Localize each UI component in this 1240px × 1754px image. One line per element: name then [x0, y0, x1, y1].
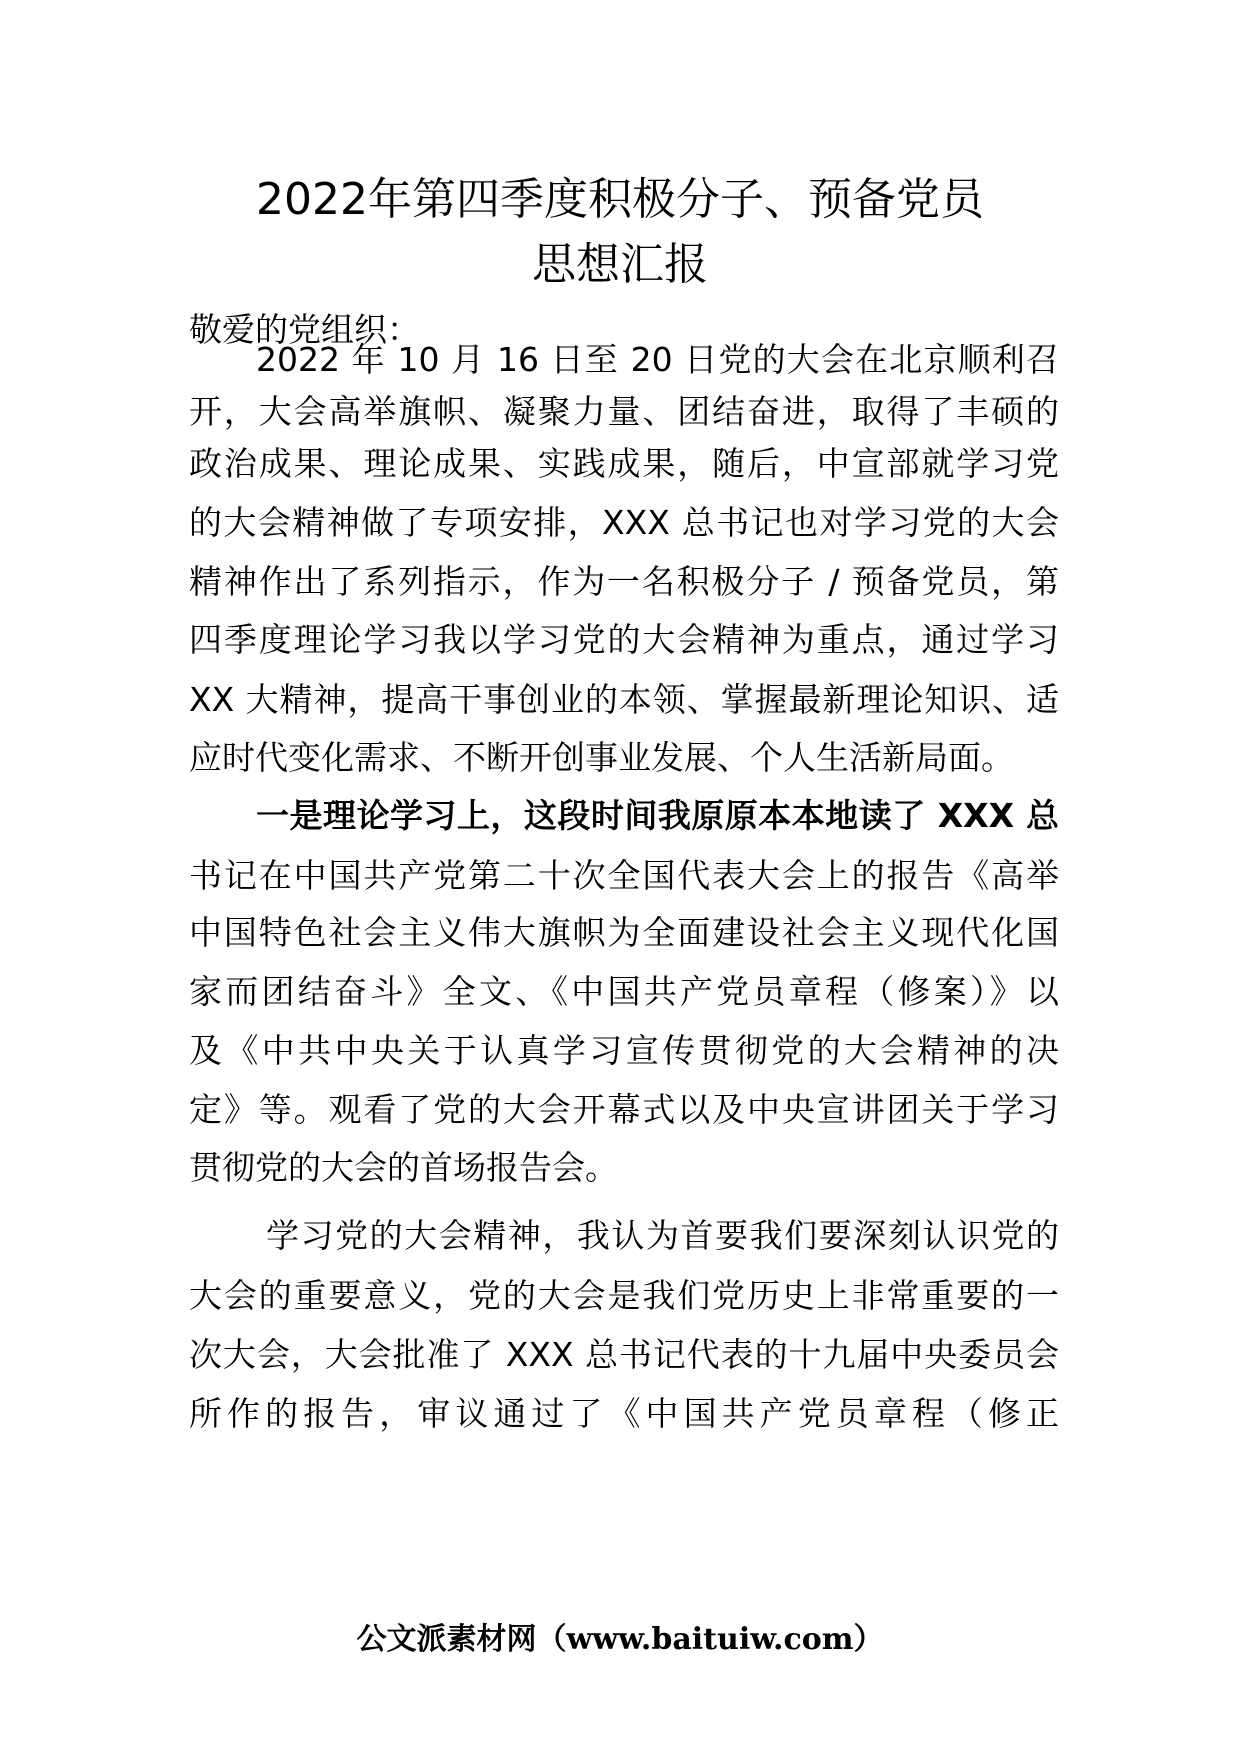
paragraph-line: 贯彻党的大会的首场报告会。: [189, 1148, 618, 1187]
paragraph-line: 及《中共中央关于认真学习宣传贯彻党的大会精神的决: [189, 1031, 1059, 1070]
paragraph-line: 四季度理论学习我以学习党的大会精神为重点，通过学习: [189, 620, 1059, 659]
paragraph-line: 精神作出了系列指示，作为一名积极分子 / 预备党员，第: [189, 562, 1059, 601]
paragraph-line: 书记在中国共产党第二十次全国代表大会上的报告《高举: [189, 856, 1059, 895]
paragraph-line: 一是理论学习上，这段时间我原原本本地读了 XXX 总: [256, 796, 1059, 835]
document-title-line2: 思想汇报: [532, 239, 708, 290]
footer-source: 公文派素材网（www.baituiw.com）: [356, 1622, 884, 1657]
paragraph-line: 应时代变化需求、不断开创事业发展、个人生活新局面。: [189, 738, 1014, 777]
salutation: 敬爱的党组织：: [189, 310, 420, 349]
paragraph-line: 次大会，大会批准了 XXX 总书记代表的十九届中央委员会: [189, 1335, 1059, 1374]
document-title-line1: 2022年第四季度积极分子、预备党员: [256, 174, 984, 225]
paragraph-line: 的大会精神做了专项安排，XXX 总书记也对学习党的大会: [189, 503, 1059, 542]
paragraph-line: 开，大会高举旗帜、凝聚力量、团结奋进，取得了丰硕的: [189, 392, 1059, 431]
paragraph-line: 家而团结奋斗》全文、《中国共产党员章程（修案）》以: [189, 972, 1059, 1011]
paragraph-line: 2022 年 10 月 16 日至 20 日党的大会在北京顺利召: [256, 340, 1059, 379]
paragraph-line: 中国特色社会主义伟大旗帜为全面建设社会主义现代化国: [189, 913, 1059, 952]
paragraph-line: 大会的重要意义，党的大会是我们党历史上非常重要的一: [189, 1276, 1059, 1315]
paragraph-line: 学习党的大会精神，我认为首要我们要深刻认识党的: [266, 1216, 1059, 1255]
paragraph-line: 定》等。观看了党的大会开幕式以及中央宣讲团关于学习: [189, 1090, 1059, 1129]
paragraph-line: 所作的报告，审议通过了《中国共产党员章程（修正: [189, 1394, 1059, 1433]
paragraph-line: XX 大精神，提高干事创业的本领、掌握最新理论知识、适: [189, 680, 1059, 719]
paragraph-line: 政治成果、理论成果、实践成果，随后，中宣部就学习党: [189, 444, 1059, 483]
